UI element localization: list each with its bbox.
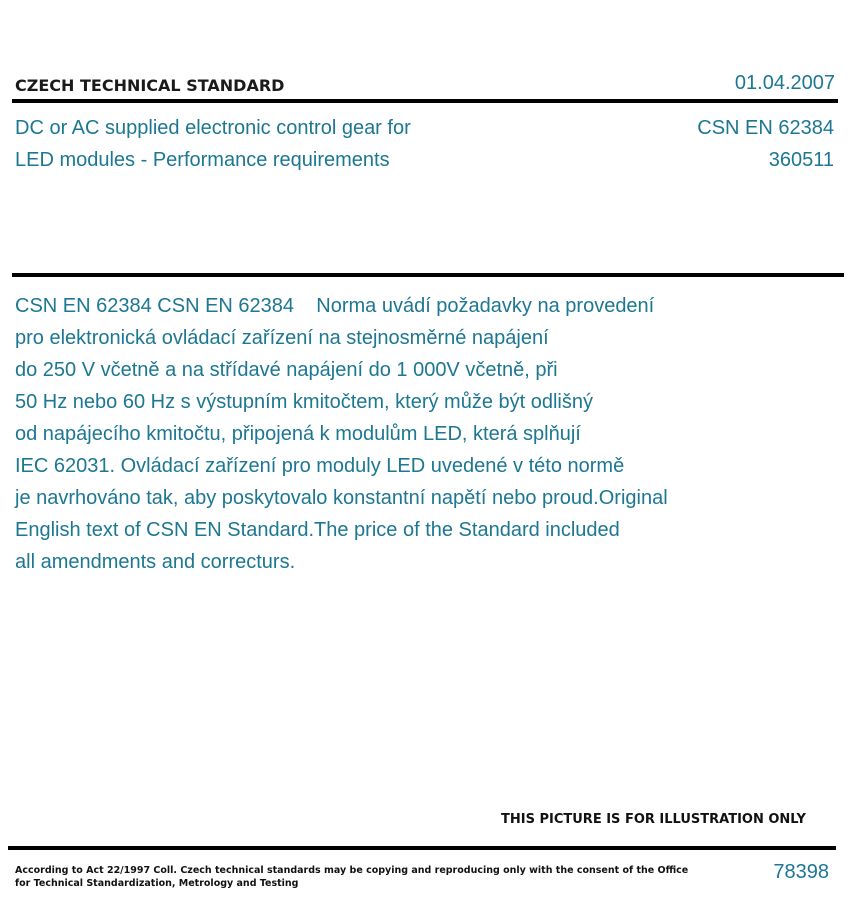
bottom-divider	[8, 846, 836, 850]
publication-date: 01.04.2007	[734, 72, 835, 94]
document-id: 78398	[773, 861, 829, 883]
description-line: od napájecího kmitočtu, připojená k modulům LED, která splňují	[15, 423, 581, 445]
description-line: English text of CSN EN Standard.The price of the Standard included	[15, 519, 620, 541]
description-line: pro elektronická ovládací zařízení na stejnosměrné napájení	[15, 327, 549, 349]
description-line: CSN EN 62384 CSN EN 62384 Norma uvádí požadavky na provedení	[15, 295, 655, 317]
illustration-disclaimer: THIS PICTURE IS FOR ILLUSTRATION ONLY	[501, 812, 806, 827]
description-line: IEC 62031. Ovládací zařízení pro moduly LED uvedené v této normě	[15, 455, 625, 477]
copyright-notice	[15, 864, 689, 890]
middle-divider	[12, 273, 844, 277]
description-line: 50 Hz nebo 60 Hz s výstupním kmitočtem, který může být odlišný	[15, 391, 593, 413]
standard-description	[15, 290, 835, 578]
standard-title-line-2: LED modules - Performance requirements	[15, 149, 390, 171]
copyright-notice-line-2: for Technical Standardization, Metrology and Testing	[15, 878, 299, 889]
copyright-notice-line-1: According to Act 22/1997 Coll. Czech technical standards may be copying and reproducing only with the consent of the Office	[15, 865, 689, 876]
description-line: all amendments and correcturs.	[15, 551, 296, 573]
standard-title-line-1: DC or AC supplied electronic control gear for	[15, 117, 411, 139]
top-divider	[12, 99, 838, 103]
document-type-label: CZECH TECHNICAL STANDARD	[15, 76, 285, 95]
description-line: je navrhováno tak, aby poskytovalo konstantní napětí nebo proud.Original	[15, 487, 668, 509]
classification-number: 360511	[768, 149, 834, 171]
standard-code: CSN EN 62384	[697, 117, 834, 139]
description-line: do 250 V včetně a na střídavé napájení do 1 000V včetně, při	[15, 359, 558, 381]
